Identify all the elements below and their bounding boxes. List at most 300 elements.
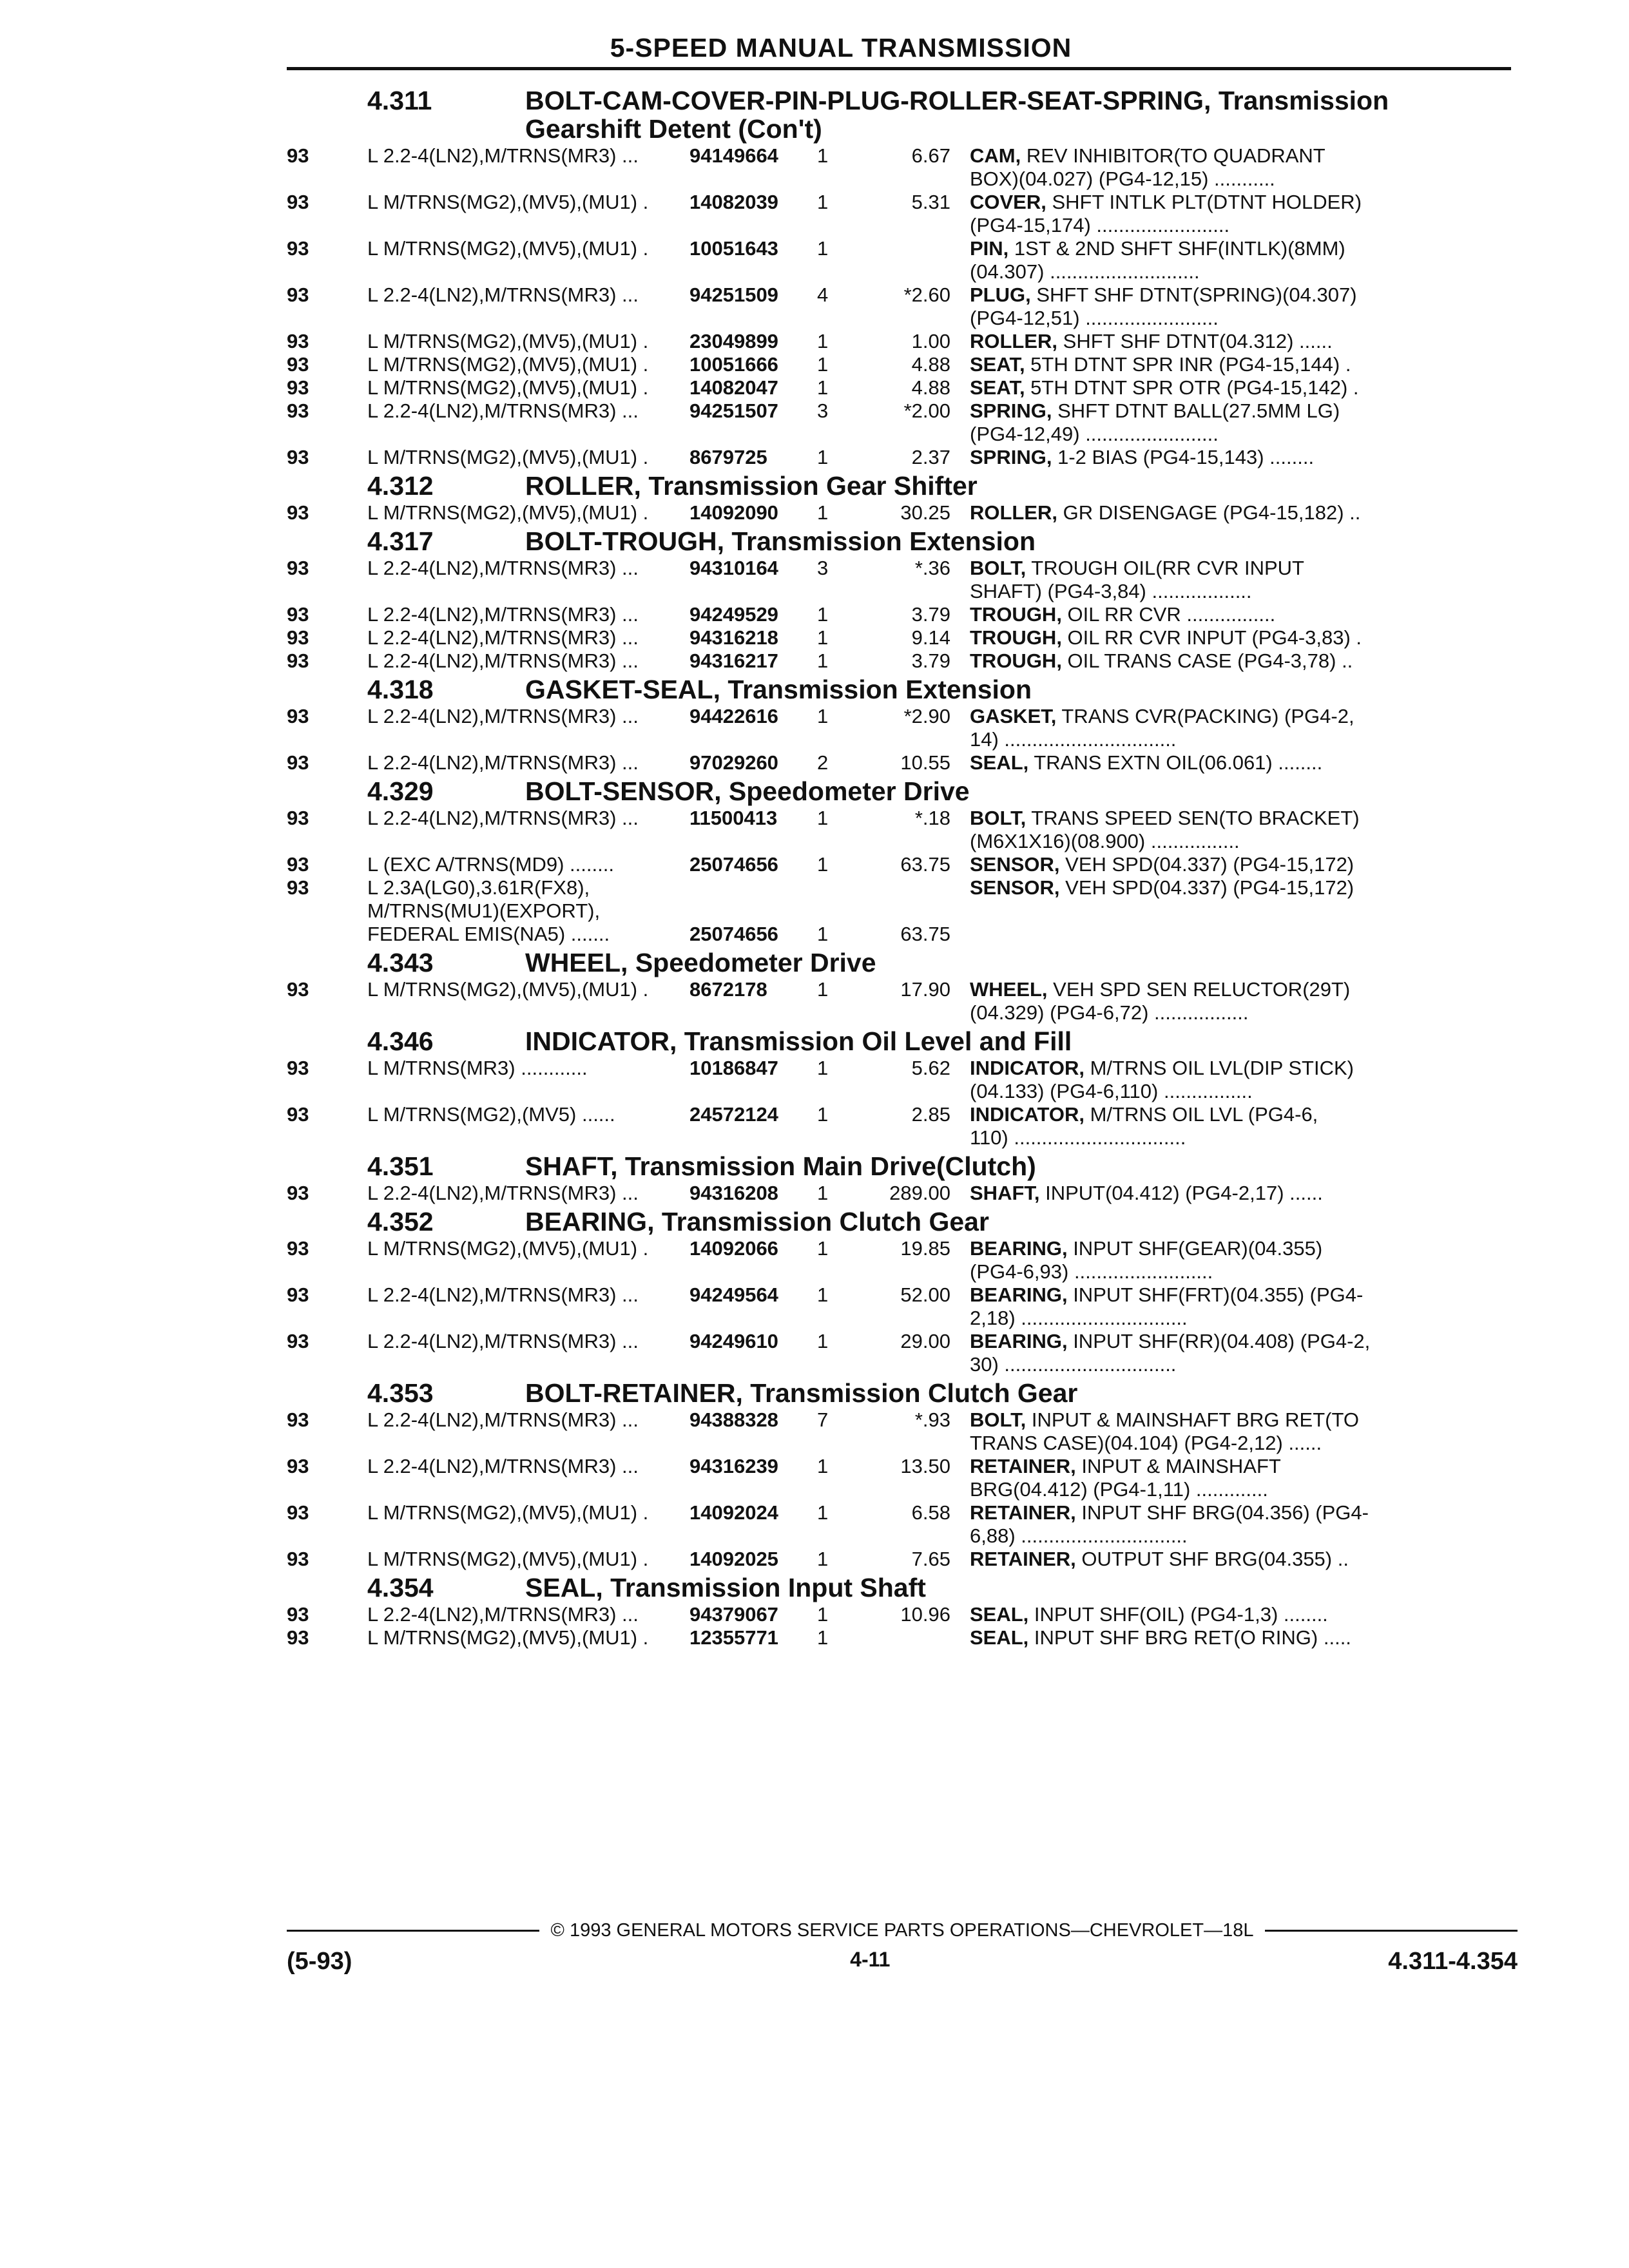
group-number: 93 (287, 1330, 309, 1352)
quantity: 1 (817, 1626, 829, 1649)
part-detail: 1ST & 2ND SHFT SHF(INTLK)(8MM) (04.307) ........................... (970, 237, 1345, 283)
page-number: 4-11 (850, 1948, 891, 1971)
group-number: 93 (287, 603, 309, 626)
usage-code: L 2.2-4(LN2),M/TRNS(MR3) ... (367, 807, 639, 829)
part-row (287, 284, 1518, 330)
part-detail: INPUT & MAINSHAFT BRG(04.412) (PG4-1,11) ............. (970, 1455, 1281, 1501)
part-number: 10051643 (689, 237, 778, 260)
group-number: 93 (287, 1182, 309, 1204)
part-number: 14092024 (689, 1501, 778, 1524)
group-number: 93 (287, 1408, 309, 1431)
part-number: 23049899 (689, 330, 778, 352)
price: *.36 (914, 557, 950, 579)
quantity: 1 (817, 237, 829, 260)
part-number: 94149664 (689, 144, 778, 167)
part-name: SEAL, (970, 1626, 1029, 1649)
quantity: 1 (817, 807, 829, 829)
price: 63.75 (900, 853, 950, 876)
quantity: 1 (817, 1237, 829, 1260)
part-number: 94422616 (689, 705, 778, 727)
section-heading (287, 472, 1518, 500)
part-number: 14092066 (689, 1237, 778, 1260)
usage-code: L M/TRNS(MG2),(MV5),(MU1) . (367, 446, 649, 468)
price: 63.75 (900, 923, 950, 945)
group-number: 93 (287, 376, 309, 399)
part-row (287, 1330, 1518, 1376)
section-title: ROLLER, Transmission Gear Shifter (525, 471, 978, 501)
part-row (287, 876, 1518, 946)
part-name: GASKET, (970, 705, 1057, 727)
part-row (287, 557, 1518, 603)
part-number: 14082047 (689, 376, 778, 399)
part-description (970, 1455, 1443, 1501)
part-description (970, 330, 1443, 353)
quantity: 1 (817, 1103, 829, 1126)
group-number: 93 (287, 237, 309, 260)
part-row (287, 626, 1518, 649)
part-number: 12355771 (689, 1626, 778, 1649)
quantity: 1 (817, 191, 829, 213)
group-number: 93 (287, 876, 309, 899)
group-number: 93 (287, 807, 309, 829)
usage-code: L 2.2-4(LN2),M/TRNS(MR3) ... (367, 284, 639, 306)
part-description (970, 237, 1443, 284)
part-description (970, 807, 1443, 853)
part-description (970, 501, 1443, 524)
part-row (287, 603, 1518, 626)
quantity: 1 (817, 1548, 829, 1570)
part-detail: REV INHIBITOR(TO QUADRANT BOX)(04.027) (PG4-12,15) ........... (970, 144, 1325, 190)
part-name: TROUGH, (970, 626, 1062, 649)
part-detail: INPUT(04.412) (PG4-2,17) ...... (1039, 1182, 1323, 1204)
quantity: 7 (817, 1408, 829, 1431)
part-detail: INPUT SHF(OIL) (PG4-1,3) ........ (1028, 1603, 1328, 1626)
part-row (287, 1408, 1518, 1455)
quantity: 1 (817, 1455, 829, 1477)
part-detail: TRANS EXTN OIL(06.061) ........ (1028, 751, 1323, 774)
part-name: BEARING, (970, 1283, 1068, 1306)
usage-code: L 2.3A(LG0),3.61R(FX8), M/TRNS(MU1)(EXPORT), FEDERAL EMIS(NA5) ....... (367, 876, 610, 945)
part-row (287, 1237, 1518, 1283)
part-name: SPRING, (970, 446, 1052, 468)
section-number: 4.346 (367, 1026, 434, 1056)
section-heading (287, 675, 1518, 704)
price: 17.90 (900, 978, 950, 1001)
part-row (287, 751, 1518, 774)
quantity: 1 (817, 144, 829, 167)
section-title: SEAL, Transmission Input Shaft (525, 1573, 926, 1602)
quantity: 1 (817, 603, 829, 626)
part-row (287, 501, 1518, 524)
section-4-317 (287, 527, 1518, 673)
quantity: 1 (817, 853, 829, 876)
usage-code: L M/TRNS(MG2),(MV5),(MU1) . (367, 978, 649, 1001)
part-description (970, 144, 1443, 191)
price: *2.60 (903, 284, 950, 306)
price: 1.00 (911, 330, 950, 352)
usage-code: L 2.2-4(LN2),M/TRNS(MR3) ... (367, 1408, 639, 1431)
usage-code: L M/TRNS(MG2),(MV5),(MU1) . (367, 191, 649, 213)
revision-date: (5-93) (287, 1948, 352, 1975)
part-name: ROLLER, (970, 501, 1058, 524)
price: 289.00 (889, 1182, 950, 1204)
part-name: RETAINER, (970, 1455, 1076, 1477)
part-row (287, 399, 1518, 446)
section-range: 4.311-4.354 (1388, 1948, 1518, 1975)
part-row (287, 853, 1518, 876)
part-row (287, 1103, 1518, 1149)
usage-code: L 2.2-4(LN2),M/TRNS(MR3) ... (367, 649, 639, 672)
part-number: 94249610 (689, 1330, 778, 1352)
part-number: 25074656 (689, 923, 778, 945)
group-number: 93 (287, 501, 309, 524)
quantity: 1 (817, 1330, 829, 1352)
part-description (970, 399, 1443, 446)
price: 29.00 (900, 1330, 950, 1352)
group-number: 93 (287, 399, 309, 422)
price: *.93 (914, 1408, 950, 1431)
quantity: 1 (817, 649, 829, 672)
part-row (287, 1182, 1518, 1205)
part-number: 94251509 (689, 284, 778, 306)
part-number: 11500413 (689, 807, 778, 829)
part-row (287, 1501, 1518, 1548)
usage-code: L 2.2-4(LN2),M/TRNS(MR3) ... (367, 399, 639, 422)
part-number: 94251507 (689, 399, 778, 422)
price: *2.90 (903, 705, 950, 727)
section-title: INDICATOR, Transmission Oil Level and Fill (525, 1026, 1072, 1056)
group-number: 93 (287, 330, 309, 352)
usage-code: L 2.2-4(LN2),M/TRNS(MR3) ... (367, 626, 639, 649)
quantity: 1 (817, 501, 829, 524)
section-4-352 (287, 1207, 1518, 1376)
part-description (970, 751, 1443, 774)
group-number: 93 (287, 853, 309, 876)
part-description (970, 284, 1443, 330)
part-description (970, 557, 1443, 603)
section-title: BOLT-TROUGH, Transmission Extension (525, 526, 1036, 556)
quantity: 1 (817, 1603, 829, 1626)
part-row (287, 237, 1518, 284)
part-description (970, 1237, 1443, 1283)
part-row (287, 649, 1518, 673)
section-4-354 (287, 1573, 1518, 1649)
section-4-351 (287, 1152, 1518, 1205)
usage-code: L 2.2-4(LN2),M/TRNS(MR3) ... (367, 751, 639, 774)
usage-code: L M/TRNS(MG2),(MV5) ...... (367, 1103, 615, 1126)
part-detail: OUTPUT SHF BRG(04.355) .. (1075, 1548, 1349, 1570)
part-description (970, 649, 1443, 673)
part-name: BEARING, (970, 1237, 1068, 1260)
section-heading (287, 1379, 1518, 1407)
part-number: 24572124 (689, 1103, 778, 1126)
section-heading (287, 1573, 1518, 1602)
part-description (970, 853, 1443, 876)
section-number: 4.352 (367, 1207, 434, 1236)
part-row (287, 978, 1518, 1024)
part-detail: VEH SPD SEN RELUCTOR(29T) (04.329) (PG4-6,72) ................. (970, 978, 1351, 1024)
group-number: 93 (287, 1103, 309, 1126)
part-number: 94316217 (689, 649, 778, 672)
group-number: 93 (287, 751, 309, 774)
quantity: 1 (817, 705, 829, 727)
section-number: 4.312 (367, 471, 434, 501)
price: 6.67 (911, 144, 950, 167)
group-number: 93 (287, 353, 309, 376)
part-row (287, 807, 1518, 853)
price: 10.55 (900, 751, 950, 774)
quantity: 1 (817, 923, 829, 945)
price: 3.79 (911, 649, 950, 672)
part-name: SEAL, (970, 751, 1029, 774)
part-description (970, 191, 1443, 237)
part-detail: SHFT DTNT BALL(27.5MM LG) (PG4-12,49) ........................ (970, 399, 1340, 445)
part-detail: M/TRNS OIL LVL(DIP STICK) (04.133) (PG4-6,110) ................ (970, 1057, 1354, 1102)
part-detail: INPUT SHF(FRT)(04.355) (PG4- 2,18) .............................. (970, 1283, 1364, 1329)
group-number: 93 (287, 626, 309, 649)
part-name: SENSOR, (970, 876, 1060, 899)
part-number: 97029260 (689, 751, 778, 774)
group-number: 93 (287, 1237, 309, 1260)
part-number: 25074656 (689, 853, 778, 876)
section-4-346 (287, 1027, 1518, 1149)
usage-code: L 2.2-4(LN2),M/TRNS(MR3) ... (367, 557, 639, 579)
part-description (970, 376, 1443, 399)
part-description (970, 1330, 1443, 1376)
footer-rule-right (1265, 1930, 1518, 1932)
price: 19.85 (900, 1237, 950, 1260)
quantity: 1 (817, 376, 829, 399)
part-name: TROUGH, (970, 603, 1062, 626)
quantity: 1 (817, 978, 829, 1001)
part-detail: SHFT INTLK PLT(DTNT HOLDER) (PG4-15,174) ........................ (970, 191, 1362, 236)
section-heading (287, 86, 1518, 143)
price: 2.85 (911, 1103, 950, 1126)
part-row (287, 705, 1518, 751)
usage-code: L 2.2-4(LN2),M/TRNS(MR3) ... (367, 1455, 639, 1477)
part-description (970, 1057, 1443, 1103)
group-number: 93 (287, 705, 309, 727)
part-number: 94316208 (689, 1182, 778, 1204)
part-row (287, 191, 1518, 237)
section-number: 4.343 (367, 948, 434, 977)
part-number: 94316239 (689, 1455, 778, 1477)
part-description (970, 978, 1443, 1024)
price: 6.58 (911, 1501, 950, 1524)
section-title: BOLT-RETAINER, Transmission Clutch Gear (525, 1378, 1078, 1408)
part-detail: TRANS CVR(PACKING) (PG4-2, 14) ............................... (970, 705, 1354, 751)
usage-code: L 2.2-4(LN2),M/TRNS(MR3) ... (367, 1283, 639, 1306)
part-detail: INPUT SHF(RR)(04.408) (PG4-2, 30) ............................... (970, 1330, 1371, 1376)
part-number: 10051666 (689, 353, 778, 376)
part-name: SEAT, (970, 376, 1025, 399)
part-description (970, 446, 1443, 469)
part-detail: 5TH DTNT SPR OTR (PG4-15,142) . (1025, 376, 1359, 399)
section-title: BOLT-CAM-COVER-PIN-PLUG-ROLLER-SEAT-SPRING, Transmission Gearshift Detent (Con't) (525, 86, 1389, 144)
part-number: 94249564 (689, 1283, 778, 1306)
page-footer (287, 1920, 1518, 1975)
page-title: 5-SPEED MANUAL TRANSMISSION (610, 33, 1072, 62)
quantity: 3 (817, 557, 829, 579)
section-heading (287, 527, 1518, 555)
price: 52.00 (900, 1283, 950, 1306)
part-detail: OIL TRANS CASE (PG4-3,78) .. (1061, 649, 1353, 672)
part-description (970, 353, 1443, 376)
group-number: 93 (287, 557, 309, 579)
usage-code: L M/TRNS(MG2),(MV5),(MU1) . (367, 353, 649, 376)
part-name: SEAL, (970, 1603, 1029, 1626)
section-4-343 (287, 948, 1518, 1024)
group-number: 93 (287, 1501, 309, 1524)
part-number: 8672178 (689, 978, 767, 1001)
usage-code: L M/TRNS(MG2),(MV5),(MU1) . (367, 237, 649, 260)
part-row (287, 330, 1518, 353)
part-description (970, 1408, 1443, 1455)
part-name: WHEEL, (970, 978, 1048, 1001)
usage-code: L 2.2-4(LN2),M/TRNS(MR3) ... (367, 1182, 639, 1204)
price: 10.96 (900, 1603, 950, 1626)
page-header (287, 31, 1511, 70)
part-row (287, 1603, 1518, 1626)
part-description (970, 1103, 1443, 1149)
part-number: 14082039 (689, 191, 778, 213)
section-title: WHEEL, Speedometer Drive (525, 948, 876, 977)
group-number: 93 (287, 1603, 309, 1626)
section-number: 4.317 (367, 526, 434, 556)
part-name: SENSOR, (970, 853, 1060, 876)
footer-rule-left (287, 1930, 539, 1932)
usage-code: L 2.2-4(LN2),M/TRNS(MR3) ... (367, 1330, 639, 1352)
part-description (970, 1548, 1443, 1571)
part-detail: M/TRNS OIL LVL (PG4-6, 110) ............................... (970, 1103, 1318, 1149)
section-title: BOLT-SENSOR, Speedometer Drive (525, 776, 970, 806)
part-row (287, 1057, 1518, 1103)
part-number: 14092025 (689, 1548, 778, 1570)
section-title: SHAFT, Transmission Main Drive(Clutch) (525, 1151, 1036, 1181)
price: 2.37 (911, 446, 950, 468)
section-4-318 (287, 675, 1518, 774)
part-name: COVER, (970, 191, 1046, 213)
part-description (970, 1626, 1443, 1649)
part-number: 94310164 (689, 557, 778, 579)
part-detail: INPUT SHF BRG(04.356) (PG4- 6,88) .............................. (970, 1501, 1369, 1547)
group-number: 93 (287, 1548, 309, 1570)
part-detail: OIL RR CVR ................ (1061, 603, 1276, 626)
part-name: ROLLER, (970, 330, 1058, 352)
part-description (970, 1603, 1443, 1626)
price: 5.31 (911, 191, 950, 213)
group-number: 93 (287, 191, 309, 213)
section-title: GASKET-SEAL, Transmission Extension (525, 675, 1032, 704)
quantity: 2 (817, 751, 829, 774)
price: 13.50 (900, 1455, 950, 1477)
part-name: RETAINER, (970, 1548, 1076, 1570)
section-number: 4.354 (367, 1573, 434, 1602)
section-number: 4.353 (367, 1378, 434, 1408)
part-name: PLUG, (970, 284, 1031, 306)
part-number: 10186847 (689, 1057, 778, 1079)
section-4-312 (287, 472, 1518, 524)
part-detail: INPUT SHF BRG RET(O RING) ..... (1028, 1626, 1351, 1649)
header-rule (287, 67, 1511, 70)
part-detail: SHFT SHF DTNT(04.312) ...... (1057, 330, 1333, 352)
part-row (287, 1626, 1518, 1649)
quantity: 1 (817, 1057, 829, 1079)
part-detail: 5TH DTNT SPR INR (PG4-15,144) . (1025, 353, 1351, 376)
parts-listing (287, 84, 1518, 1652)
quantity: 3 (817, 399, 829, 422)
part-detail: TROUGH OIL(RR CVR INPUT SHAFT) (PG4-3,84) .................. (970, 557, 1304, 602)
part-row (287, 1455, 1518, 1501)
part-description (970, 626, 1443, 649)
part-name: BOLT, (970, 807, 1027, 829)
group-number: 93 (287, 1626, 309, 1649)
part-description (970, 1283, 1443, 1330)
part-number: 8679725 (689, 446, 767, 468)
section-heading (287, 1152, 1518, 1180)
part-name: TROUGH, (970, 649, 1062, 672)
price: 30.25 (900, 501, 950, 524)
usage-code: L M/TRNS(MG2),(MV5),(MU1) . (367, 1548, 649, 1570)
part-detail: OIL RR CVR INPUT (PG4-3,83) . (1061, 626, 1362, 649)
section-number: 4.311 (367, 86, 432, 115)
part-name: RETAINER, (970, 1501, 1076, 1524)
quantity: 1 (817, 1283, 829, 1306)
price: *2.00 (903, 399, 950, 422)
group-number: 93 (287, 284, 309, 306)
usage-code: L M/TRNS(MG2),(MV5),(MU1) . (367, 330, 649, 352)
part-detail: INPUT & MAINSHAFT BRG RET(TO TRANS CASE)(04.104) (PG4-2,12) ...... (970, 1408, 1359, 1454)
section-4-311 (287, 86, 1518, 469)
section-4-353 (287, 1379, 1518, 1571)
group-number: 93 (287, 144, 309, 167)
part-row (287, 353, 1518, 376)
part-number: 94316218 (689, 626, 778, 649)
part-name: BEARING, (970, 1330, 1068, 1352)
quantity: 1 (817, 446, 829, 468)
part-row (287, 1548, 1518, 1571)
part-number: 14092090 (689, 501, 778, 524)
section-heading (287, 777, 1518, 805)
group-number: 93 (287, 1057, 309, 1079)
price: 5.62 (911, 1057, 950, 1079)
part-description (970, 705, 1443, 751)
usage-code: L 2.2-4(LN2),M/TRNS(MR3) ... (367, 705, 639, 727)
group-number: 93 (287, 446, 309, 468)
section-heading (287, 948, 1518, 977)
price: 9.14 (911, 626, 950, 649)
price: 4.88 (911, 353, 950, 376)
copyright-text: © 1993 GENERAL MOTORS SERVICE PARTS OPERATIONS—CHEVROLET—18L (550, 1920, 1254, 1941)
group-number: 93 (287, 1455, 309, 1477)
part-name: PIN, (970, 237, 1009, 260)
part-row (287, 144, 1518, 191)
usage-code: L 2.2-4(LN2),M/TRNS(MR3) ... (367, 603, 639, 626)
usage-code: L M/TRNS(MG2),(MV5),(MU1) . (367, 1501, 649, 1524)
part-number: 94379067 (689, 1603, 778, 1626)
part-description (970, 603, 1443, 626)
part-detail: VEH SPD(04.337) (PG4-15,172) (1059, 876, 1354, 899)
usage-code: L M/TRNS(MG2),(MV5),(MU1) . (367, 1626, 649, 1649)
part-number: 94249529 (689, 603, 778, 626)
part-name: SEAT, (970, 353, 1025, 376)
usage-code: L 2.2-4(LN2),M/TRNS(MR3) ... (367, 144, 639, 167)
part-name: SPRING, (970, 399, 1052, 422)
part-name: BOLT, (970, 1408, 1027, 1431)
part-detail: SHFT SHF DTNT(SPRING)(04.307) (PG4-12,51) ........................ (970, 284, 1357, 329)
usage-code: L M/TRNS(MR3) ............ (367, 1057, 588, 1079)
usage-code: L (EXC A/TRNS(MD9) ........ (367, 853, 614, 876)
